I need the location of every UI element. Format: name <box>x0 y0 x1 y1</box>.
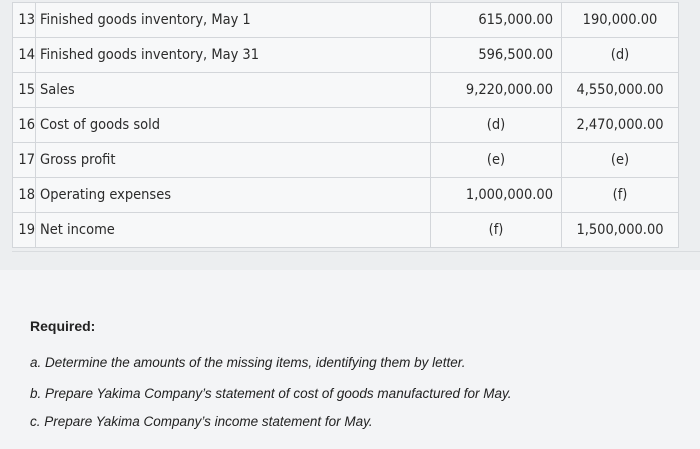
requirement-c: c. Prepare Yakima Company’s income statement for May. <box>30 414 373 429</box>
row-label: Sales <box>36 73 431 108</box>
row-label: Finished goods inventory, May 1 <box>36 3 431 38</box>
table-row <box>13 143 679 178</box>
table-row <box>13 38 679 73</box>
row-number: 18 <box>13 178 36 213</box>
table-row <box>13 73 679 108</box>
row-label: Net income <box>36 213 431 248</box>
row-label: Cost of goods sold <box>36 108 431 143</box>
cell-company-1: (f) <box>431 213 562 248</box>
cell-company-2: 4,550,000.00 <box>562 73 679 108</box>
row-number: 17 <box>13 143 36 178</box>
row-number: 14 <box>13 38 36 73</box>
table-footer-strip <box>12 251 700 269</box>
row-label: Operating expenses <box>36 178 431 213</box>
cell-company-2: 1,500,000.00 <box>562 213 679 248</box>
row-number: 16 <box>13 108 36 143</box>
cell-company-1: 615,000.00 <box>431 3 562 38</box>
requirement-b: b. Prepare Yakima Company’s statement of cost of goods manufactured for May. <box>30 386 512 401</box>
table-row <box>13 213 679 248</box>
cell-company-2: 190,000.00 <box>562 3 679 38</box>
cell-company-1: 9,220,000.00 <box>431 73 562 108</box>
table-row <box>13 3 679 38</box>
row-number: 15 <box>13 73 36 108</box>
table-row <box>13 178 679 213</box>
row-label: Finished goods inventory, May 31 <box>36 38 431 73</box>
cell-company-1: (e) <box>431 143 562 178</box>
data-table <box>12 2 679 248</box>
row-number: 13 <box>13 3 36 38</box>
row-number: 19 <box>13 213 36 248</box>
cell-company-1: 1,000,000.00 <box>431 178 562 213</box>
table-row <box>13 108 679 143</box>
cell-company-2: (d) <box>562 38 679 73</box>
requirement-a: a. Determine the amounts of the missing items, identifying them by letter. <box>30 355 466 370</box>
cell-company-1: 596,500.00 <box>431 38 562 73</box>
required-heading: Required: <box>30 318 96 334</box>
row-label: Gross profit <box>36 143 431 178</box>
cell-company-1: (d) <box>431 108 562 143</box>
cell-company-2: 2,470,000.00 <box>562 108 679 143</box>
cell-company-2: (e) <box>562 143 679 178</box>
cell-company-2: (f) <box>562 178 679 213</box>
